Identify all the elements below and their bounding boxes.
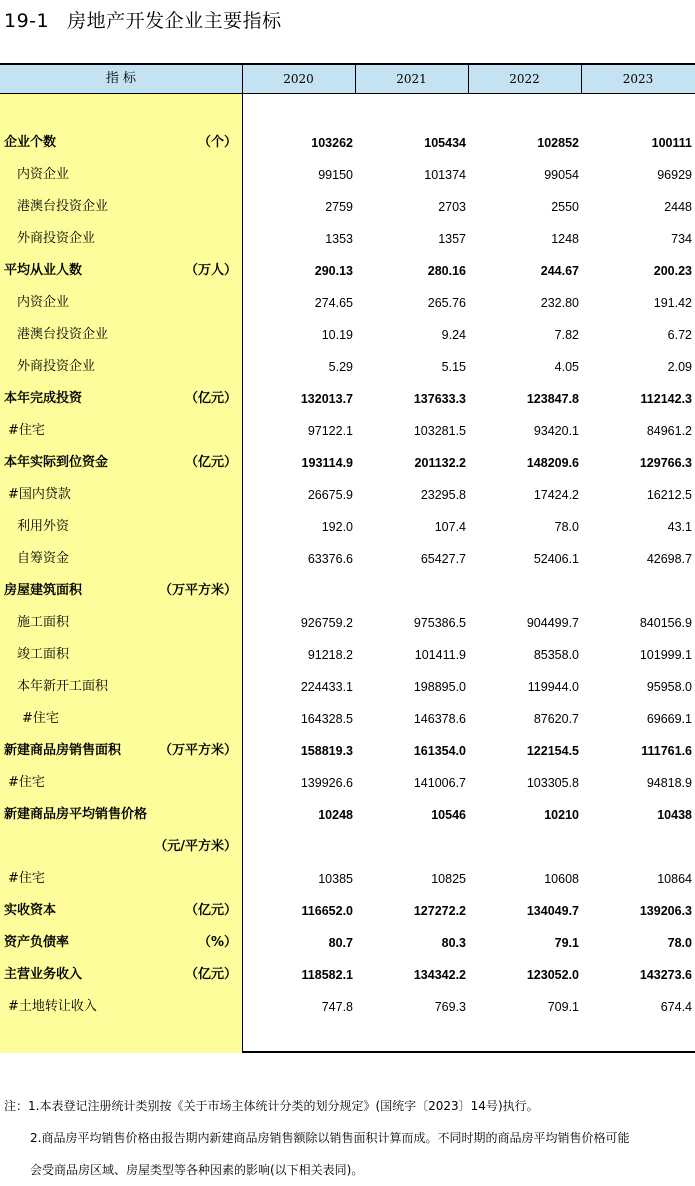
row-label: #国内贷款 (8, 487, 71, 502)
row-label: 资产负债率 (4, 935, 70, 950)
row-value-2021: 10825 (431, 872, 466, 886)
row-value-2020: 10.19 (321, 328, 353, 342)
row-label: 平均从业人数 (4, 263, 83, 278)
table-row (0, 831, 695, 863)
row-value-2022: 87620.7 (533, 712, 579, 726)
row-value-2021: 975386.5 (413, 616, 466, 630)
row-value-2023: 112142.3 (640, 392, 692, 406)
row-value-2023: 200.23 (653, 264, 692, 278)
row-value-2023: 6.72 (667, 328, 692, 342)
row-label: #土地转让收入 (8, 999, 97, 1014)
row-value-2021: 161354.0 (413, 744, 466, 758)
row-label: 施工面积 (17, 615, 70, 630)
table-row (0, 799, 695, 831)
row-value-2020: 10248 (318, 808, 353, 822)
row-label: 本年新开工面积 (17, 679, 109, 694)
table-row (0, 287, 695, 319)
row-value-2021: 769.3 (434, 1000, 466, 1014)
table-header (0, 65, 695, 94)
row-value-2021: 137633.3 (413, 392, 466, 406)
table-row (0, 959, 695, 991)
row-value-2022: 123847.8 (526, 392, 579, 406)
header-divider (468, 65, 469, 93)
row-value-2022: 85358.0 (533, 648, 579, 662)
footnote-2-cont: 会受商品房区域、房屋类型等各种因素的影响(以下相关表同)。 (30, 1163, 364, 1177)
row-unit: （万人） (184, 263, 237, 278)
row-value-2023: 191.42 (653, 296, 692, 310)
row-value-2023: 78.0 (667, 936, 692, 950)
row-value-2021: 2703 (438, 200, 466, 214)
table-row (0, 255, 695, 287)
row-value-2022: 52406.1 (533, 552, 579, 566)
table-row (0, 191, 695, 223)
row-value-2020: 158819.3 (300, 744, 353, 758)
row-unit: （万平方米） (158, 583, 237, 598)
row-label: 利用外资 (17, 519, 70, 534)
row-value-2020: 103262 (311, 136, 353, 150)
header-year-2021: 2021 (396, 72, 427, 86)
row-value-2020: 63376.6 (307, 552, 353, 566)
row-value-2023: 2448 (664, 200, 692, 214)
row-value-2022: 17424.2 (533, 488, 579, 502)
table-row (0, 127, 695, 159)
row-unit: （个） (197, 135, 237, 150)
row-value-2021: 10546 (431, 808, 466, 822)
row-label: #住宅 (8, 871, 45, 886)
row-label: 内资企业 (17, 295, 70, 310)
header-divider (242, 65, 243, 93)
row-value-2023: 840156.9 (639, 616, 692, 630)
table-row (0, 863, 695, 895)
row-unit: （亿元） (184, 455, 237, 470)
row-value-2021: 107.4 (434, 520, 466, 534)
row-value-2020: 10385 (318, 872, 353, 886)
row-value-2020: 274.65 (314, 296, 353, 310)
header-year-2023: 2023 (622, 72, 654, 86)
row-label: 企业个数 (4, 135, 57, 150)
row-value-2022: 78.0 (554, 520, 579, 534)
row-value-2021: 141006.7 (413, 776, 466, 790)
table-row (0, 415, 695, 447)
row-value-2022: 4.05 (554, 360, 579, 374)
table-row (0, 735, 695, 767)
row-label: 外商投资企业 (17, 359, 96, 374)
header-year-2022: 2022 (509, 72, 540, 86)
row-unit: （亿元） (184, 967, 237, 982)
row-value-2020: 290.13 (314, 264, 353, 278)
row-value-2021: 105434 (424, 136, 466, 150)
row-value-2020: 116652.0 (301, 904, 353, 918)
page-title (4, 6, 282, 32)
row-value-2023: 101999.1 (639, 648, 692, 662)
row-value-2020: 747.8 (321, 1000, 353, 1014)
row-unit: （万平方米） (158, 743, 237, 758)
table-row (0, 575, 695, 607)
header-indicator: 指 标 (105, 71, 137, 86)
footnotes (4, 1090, 692, 1186)
row-label: #住宅 (8, 423, 45, 438)
table-row (0, 671, 695, 703)
table-row (0, 319, 695, 351)
row-value-2022: 1248 (551, 232, 579, 246)
table-title: 房地产开发企业主要指标 (67, 10, 282, 32)
footnote-2: 2.商品房平均销售价格由报告期内新建商品房销售额除以销售面积计算而成。不同时期的商品房平均销售价格可能 (30, 1131, 630, 1145)
row-value-2021: 23295.8 (420, 488, 466, 502)
row-value-2021: 198895.0 (413, 680, 466, 694)
row-value-2023: 94818.9 (646, 776, 692, 790)
row-value-2020: 26675.9 (307, 488, 353, 502)
row-unit: （元/平方米） (154, 839, 237, 854)
row-value-2021: 101411.9 (414, 648, 466, 662)
row-label: 内资企业 (17, 167, 70, 182)
row-value-2022: 122154.5 (526, 744, 579, 758)
indicator-table (0, 63, 695, 1053)
row-value-2020: 91218.2 (307, 648, 353, 662)
table-row (0, 159, 695, 191)
row-value-2023: 84961.2 (646, 424, 692, 438)
row-value-2022: 93420.1 (533, 424, 579, 438)
row-value-2023: 42698.7 (646, 552, 692, 566)
row-value-2020: 99150 (318, 168, 353, 182)
row-label: 港澳台投资企业 (17, 199, 109, 214)
row-value-2022: 79.1 (554, 936, 579, 950)
row-label: 竣工面积 (17, 647, 70, 662)
row-value-2023: 139206.3 (639, 904, 692, 918)
row-value-2021: 101374 (424, 168, 466, 182)
row-value-2023: 100111 (651, 136, 692, 150)
row-value-2020: 224433.1 (300, 680, 353, 694)
row-value-2020: 132013.7 (300, 392, 353, 406)
table-row (0, 607, 695, 639)
row-value-2021: 65427.7 (420, 552, 466, 566)
row-value-2022: 99054 (544, 168, 579, 182)
table-row (0, 223, 695, 255)
row-label: 新建商品房平均销售价格 (4, 807, 148, 822)
row-value-2020: 192.0 (321, 520, 353, 534)
row-value-2023: 10438 (657, 808, 692, 822)
row-label: 自筹资金 (17, 551, 70, 566)
row-label: 本年完成投资 (4, 391, 83, 406)
table-row (0, 703, 695, 735)
row-unit: （%） (197, 935, 237, 950)
row-value-2023: 2.09 (667, 360, 692, 374)
row-label: 外商投资企业 (17, 231, 96, 246)
row-value-2020: 193114.9 (301, 456, 353, 470)
row-label: 房屋建筑面积 (4, 583, 83, 598)
row-value-2020: 80.7 (328, 936, 353, 950)
row-value-2021: 265.76 (427, 296, 466, 310)
row-value-2023: 43.1 (667, 520, 692, 534)
row-value-2020: 97122.1 (307, 424, 353, 438)
row-value-2020: 118582.1 (301, 968, 353, 982)
row-unit: （亿元） (184, 391, 237, 406)
row-value-2023: 96929 (657, 168, 692, 182)
row-value-2020: 1353 (325, 232, 353, 246)
row-value-2023: 143273.6 (639, 968, 692, 982)
row-value-2020: 164328.5 (300, 712, 353, 726)
row-value-2022: 244.67 (540, 264, 579, 278)
table-row (0, 767, 695, 799)
row-value-2020: 926759.2 (300, 616, 353, 630)
row-value-2022: 10210 (544, 808, 579, 822)
header-divider (581, 65, 582, 93)
row-value-2021: 1357 (438, 232, 466, 246)
row-value-2023: 129766.3 (639, 456, 692, 470)
table-row (0, 511, 695, 543)
row-value-2021: 201132.2 (414, 456, 466, 470)
table-row (0, 543, 695, 575)
header-year-2020: 2020 (283, 72, 314, 86)
row-value-2022: 709.1 (547, 1000, 579, 1014)
header-divider (355, 65, 356, 93)
row-value-2021: 280.16 (427, 264, 466, 278)
table-row (0, 895, 695, 927)
row-value-2022: 134049.7 (526, 904, 579, 918)
row-label: #住宅 (22, 711, 59, 726)
row-value-2023: 111761.6 (641, 744, 692, 758)
row-value-2022: 123052.0 (526, 968, 579, 982)
row-label: 港澳台投资企业 (17, 327, 109, 342)
row-label: 实收资本 (4, 903, 57, 918)
row-value-2020: 5.29 (328, 360, 353, 374)
table-row (0, 479, 695, 511)
row-value-2022: 232.80 (540, 296, 579, 310)
row-value-2021: 134342.2 (413, 968, 466, 982)
row-value-2023: 674.4 (660, 1000, 692, 1014)
row-unit: （亿元） (184, 903, 237, 918)
table-row (0, 639, 695, 671)
table-row (0, 927, 695, 959)
table-row (0, 383, 695, 415)
row-value-2022: 119944.0 (527, 680, 579, 694)
row-value-2023: 734 (671, 232, 692, 246)
row-value-2022: 7.82 (554, 328, 579, 342)
row-label: 主营业务收入 (4, 967, 83, 982)
footnote-1: 注：1.本表登记注册统计类别按《关于市场主体统计分类的划分规定》(国统字〔2023〕14号)执行。 (4, 1099, 539, 1113)
row-value-2020: 2759 (325, 200, 353, 214)
row-value-2023: 95958.0 (646, 680, 692, 694)
row-label: #住宅 (8, 775, 45, 790)
row-value-2022: 904499.7 (526, 616, 579, 630)
row-label: 新建商品房销售面积 (4, 743, 122, 758)
row-value-2021: 127272.2 (413, 904, 466, 918)
row-value-2021: 103281.5 (413, 424, 466, 438)
row-value-2021: 5.15 (441, 360, 466, 374)
row-value-2022: 102852 (537, 136, 579, 150)
table-row (0, 447, 695, 479)
row-value-2023: 69669.1 (646, 712, 692, 726)
row-value-2020: 139926.6 (300, 776, 353, 790)
row-value-2022: 2550 (551, 200, 579, 214)
row-value-2022: 103305.8 (526, 776, 579, 790)
row-value-2022: 10608 (544, 872, 579, 886)
row-value-2023: 16212.5 (646, 488, 692, 502)
row-value-2021: 146378.6 (413, 712, 466, 726)
table-row (0, 991, 695, 1023)
row-value-2023: 10864 (657, 872, 692, 886)
row-label: 本年实际到位资金 (4, 455, 109, 470)
row-value-2022: 148209.6 (526, 456, 579, 470)
table-number: 19-1 (4, 10, 50, 32)
row-value-2021: 80.3 (441, 936, 466, 950)
row-value-2021: 9.24 (441, 328, 466, 342)
table-row (0, 351, 695, 383)
